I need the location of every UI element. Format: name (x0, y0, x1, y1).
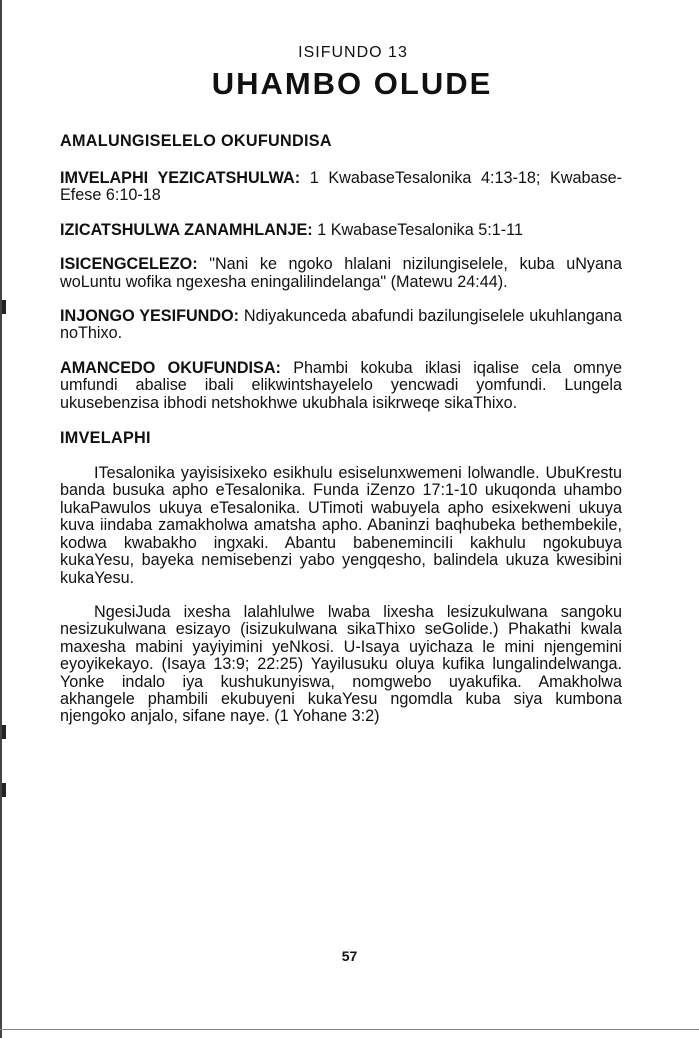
lesson-title: UHAMBO OLUDE (211, 66, 493, 101)
before-teaching-label: AMANCEDO OKUFUNDISA: (60, 358, 281, 377)
body-paragraph: NgesiJuda ixesha lalahlulwe lwaba lixesha lesizukulwana sangoku nesizukulwana esizayo (isizukulwana sikaThixo seGolide.) Phakathi kwala maxesha mabini yayiyimini yeNkosi. U-Isaya uyichaza le mini njengemini eyoyikekayo. (Isaya 13:9; 22:25) Yayilusuku oluya kufika lungalindelwanga. Yonke indalo iya kushukunyiswa, nomgwebo uyakufika. Amakholwa akhangele phambili ekubuyeni kukaYesu ngomdla kuba siya kumbona njengoko anjalo, sifane naye. (1 Yohane 3:2) (60, 602, 622, 726)
scan-mark (2, 725, 6, 739)
scan-edge-left (0, 0, 2, 1038)
devotional-scripture-label: IZICATSHULWA ZANAMHLANJE: (60, 220, 313, 239)
lesson-aim-text: Ndiyakunceda abafundi bazilungiselele ukuhlangana noThixo. (60, 307, 622, 343)
teaching-aids-heading: AMALUNGISELELO OKUFUNDISA (60, 132, 332, 150)
scan-mark (2, 300, 6, 314)
lesson-label: ISIFUNDO 13 (298, 44, 408, 61)
devotional-scripture (60, 222, 622, 239)
devotional-scripture-text: 1 KwabaseTesalonika 5:1-11 (317, 220, 523, 239)
memory-verse (60, 256, 622, 291)
background-heading: IMVELAPHI (60, 429, 151, 448)
memory-verse-text: "Nani ke ngoko hlalani nizilungiselele, kuba uNyana woLuntu wofika ngexesha eningalilindelanga" (Matewu 24:44). (60, 255, 623, 291)
memory-verse-label: ISICENGCELEZO: (60, 255, 198, 274)
scan-edge-bottom (0, 1029, 699, 1030)
background-scripture-text: 1 KwabaseTesalonika 4:13-18; Kwabase-Efese 6:10-18 (60, 169, 622, 205)
before-teaching-text: Phambi kokuba iklasi iqalise cela omnye umfundi abalise ibali elikwintshayelelo yencwadi yomfundi. Lungela ukusebenzisa ibhodi netshokhwe ukubhala isikrweqe sikaThixo. (60, 358, 623, 412)
before-teaching (60, 360, 622, 412)
page-number: 57 (341, 948, 358, 964)
lesson-aim (60, 308, 622, 343)
background-scripture-label: IMVELAPHI YEZICATSHULWA: (60, 169, 301, 187)
body-paragraph: ITesalonika yayisisixeko esikhulu esiselunxwemeni lolwandle. UbuKrestu banda busuka apho eTesalonika. Funda iZenzo 17:1-10 ukuqonda uhambo lukaPawulos ukuya eTesalonika. UTimoti wabuyela apho esixekweni ukuya kuva iindaba zamakholwa amatsha apho. Abaninzi baqhubeka bethembekile, kodwa kwabakho ingxaki. Abantu babeneminciIi kakhulu ngokubuya kukaYesu, bayeka nemisebenzi yabo yengqesho, balindela ukuza kwesibini kukaYesu. (60, 464, 622, 587)
lesson-aim-label: INJONGO YESIFUNDO: (60, 307, 240, 326)
book-page (60, 44, 622, 726)
scan-mark (2, 783, 6, 797)
background-scripture (60, 170, 622, 205)
